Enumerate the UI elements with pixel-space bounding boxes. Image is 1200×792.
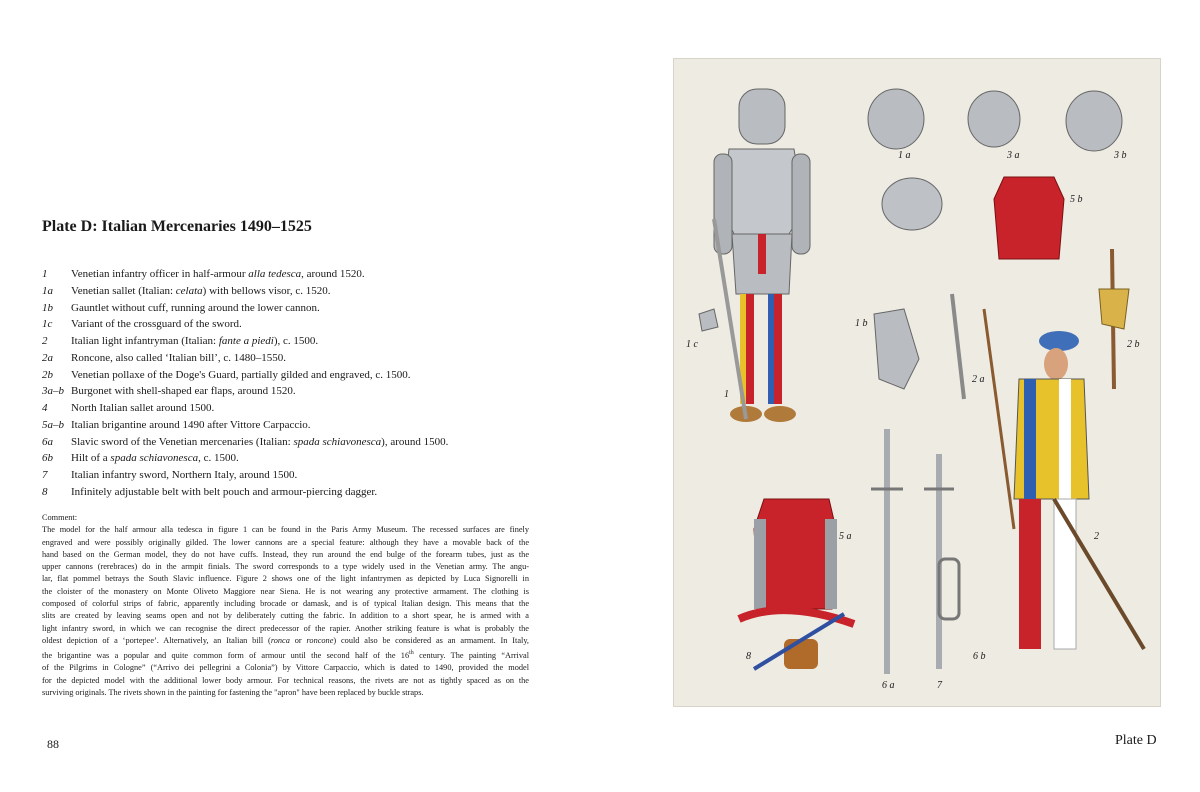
label-1a: 1 a (898, 150, 911, 161)
comment-text: th (409, 650, 414, 657)
legend-text (71, 484, 377, 501)
label-5a: 5 a (839, 531, 852, 542)
legend-text-part: Gauntlet without cuff, running around the lower cannon. (71, 301, 320, 314)
legend-item (42, 467, 448, 484)
label-1c: 1 c (686, 339, 698, 350)
legend-number: 6b (42, 452, 53, 465)
legend-item (42, 350, 448, 367)
legend-number: 4 (42, 402, 48, 414)
legend-text-part: Variant of the crossguard of the sword. (71, 318, 242, 331)
legend-text-part: North Italian sallet around 1500. (71, 402, 215, 414)
plate-illustration (673, 58, 1161, 707)
label-6b: 6 b (973, 651, 986, 662)
legend-text (71, 300, 320, 317)
legend-item (42, 434, 448, 451)
legend-text-part: Venetian sallet (Italian: (71, 284, 176, 297)
comment-line (42, 662, 529, 674)
legend-text-part: Venetian pollaxe of the Doge's Guard, partially gilded and engraved, c. 1500. (71, 368, 411, 381)
illustration-drawing (674, 59, 1160, 706)
comment-text: the brigantine was a popular and quite common form of armour until the second half of the 16 (42, 651, 410, 661)
comment-line (42, 623, 529, 635)
legend-number: 1c (42, 318, 53, 331)
comment-text: roncone (306, 635, 334, 645)
comment-text: slits are created by leaving seams open and not by deliberately cutting the fabric. In addition to a short spear, he is armed with a (42, 611, 529, 621)
legend-number: 7 (42, 469, 48, 481)
legend-number: 1a (42, 284, 53, 297)
comment-line (42, 586, 529, 598)
label-2a: 2 a (972, 374, 985, 385)
label-2b: 2 b (1127, 339, 1140, 350)
legend-item (42, 383, 448, 400)
comment-text: or (289, 635, 307, 645)
comment-line (42, 561, 529, 573)
legend-text (71, 383, 296, 400)
label-1: 1 (724, 389, 729, 400)
legend-text-part: Italian brigantine around 1490 after Vittore Carpaccio. (71, 418, 311, 431)
legend-item (42, 283, 448, 300)
legend-text-part: , around 1520. (301, 268, 365, 280)
legend-text (71, 400, 214, 417)
brigantine-5b (994, 177, 1064, 259)
legend-number: 1 (42, 268, 48, 280)
legend-text (71, 316, 242, 333)
label-2: 2 (1094, 531, 1099, 542)
brigantine-5a (754, 499, 837, 609)
legend-item (42, 300, 448, 317)
comment-text: surviving originals. The rivets shown in the painting for fastening the "apron" have been replaced by buckle straps. (42, 687, 424, 697)
comment-text: ) could also be considered as an armament. In Italy, (333, 635, 530, 645)
label-8: 8 (746, 651, 751, 662)
legend-text-part: Hilt of a (71, 452, 111, 465)
legend-text (71, 350, 286, 367)
legend-text-part: alla tedesca (248, 268, 302, 280)
legend-text-part: Roncone, also called ‘Italian bill’, c. 1480–1550. (71, 351, 287, 364)
legend-text-part: spada schiavonesca (293, 435, 382, 448)
armoured-officer-figure (714, 89, 810, 422)
comment-text: the cloister of the monastery on Monte Oliveto Maggiore near Siena. He is not wearing any protective armament. The clothing is (42, 586, 529, 596)
comment-heading: Comment: (42, 513, 78, 522)
legend-item (42, 484, 448, 501)
label-1b: 1 b (855, 318, 868, 329)
plate-name: Plate D (1115, 733, 1157, 748)
comment-text: century. The painting “Arrival (413, 651, 529, 661)
legend-text (71, 367, 411, 384)
comment-line (42, 610, 529, 622)
figure-legend-list (42, 266, 448, 501)
comment-line (42, 549, 529, 561)
legend-text (71, 283, 331, 300)
comment-text: of the Pilgrims in Cologne” (“Arrivo dei pellegrini a Colonia”) by Vittore Carpaccio, which is dated to 1490, provided the model (42, 663, 529, 673)
legend-text (71, 467, 297, 484)
legend-text-part: spada schiavonesca (110, 452, 199, 465)
legend-text-part: Burgonet with shell-shaped ear flaps, around 1520. (71, 385, 296, 398)
legend-number: 2b (42, 368, 53, 381)
comment-text: engraved and were possibly originally gilded. The lower cannons are a special feature: although they have a movable back of the (42, 537, 529, 547)
legend-text-part: celata (175, 284, 203, 297)
legend-number: 5a–b (42, 418, 64, 431)
plate-title: Plate D: Italian Mercenaries 1490–1525 (42, 218, 312, 235)
legend-text-part: ), around 1500. (381, 435, 449, 448)
legend-text (71, 417, 311, 434)
legend-item (42, 450, 448, 467)
legend-number: 3a–b (42, 385, 64, 398)
comment-line (42, 598, 529, 610)
comment-text: composed of colorful strips of fabric, apparently including brocade or damask, and is of typical Italian design. This means that the (42, 599, 529, 609)
legend-text-part: fante a piedi (218, 335, 274, 347)
legend-item (42, 266, 448, 283)
legend-text-part: ) with bellows visor, c. 1520. (202, 284, 331, 297)
legend-text (71, 333, 318, 350)
comment-line (42, 687, 529, 699)
comment-text: lar, flat pommel betrays the South Slavic influence. Figure 2 shows one of the light infantrymen as depicted by Luca Signorelli in (42, 574, 529, 584)
gauntlet-1b (874, 309, 919, 389)
legend-item (42, 316, 448, 333)
legend-item (42, 400, 448, 417)
legend-text-part: , c. 1500. (198, 452, 239, 465)
comment-line (42, 675, 529, 687)
label-3b: 3 b (1114, 150, 1127, 161)
legend-text (71, 434, 448, 451)
comment-text: The model for the half armour alla tedesca in figure 1 can be found in the Paris Army Museum. The recessed surfaces are finely (42, 525, 529, 535)
comment-text: upper cannons (rerebraces) do in the armpit finials. The sword corresponds to a type widely used in the Venetian army. The angu- (42, 562, 529, 572)
comment-body (42, 524, 529, 699)
comment-text: hand based on the German model, they do not have cuffs. Instead, they run around the end bulge of the forearm tubes, just as the (42, 549, 529, 559)
comment-line (42, 524, 529, 536)
legend-item (42, 333, 448, 350)
legend-item (42, 417, 448, 434)
comment-line (42, 537, 529, 549)
label-5b: 5 b (1070, 194, 1083, 205)
comment-text: for the depicted model with the additional lower body armour. For technical reasons, the rivets are not as tightly spaced as on the (42, 675, 529, 685)
legend-number: 6a (42, 435, 53, 448)
legend-text-part: Infinitely adjustable belt with belt pouch and armour-piercing dagger. (71, 485, 378, 498)
legend-text-part: Italian light infantryman (Italian: (71, 335, 219, 347)
comment-line (42, 573, 529, 585)
comment-line (42, 647, 529, 662)
comment-section (42, 512, 529, 699)
legend-number: 1b (42, 301, 53, 314)
legend-number: 2a (42, 351, 53, 364)
page-number: 88 (47, 737, 59, 751)
swords (871, 429, 959, 674)
label-3a: 3 a (1007, 150, 1020, 161)
infantryman-figure (984, 309, 1144, 649)
label-7: 7 (937, 680, 942, 691)
legend-text-part: Slavic sword of the Venetian mercenaries (Italian: (71, 435, 294, 448)
comment-text: oldest depiction of a ‘portepee’. Alternatively, an Italian bill ( (42, 635, 271, 645)
comment-text: light infantry sword, in which we can recognise the direct predecessor of the rapier. Another striking feature is what is probably the (42, 623, 529, 633)
belt-8 (739, 610, 854, 669)
crossguard-1c (699, 309, 718, 331)
legend-text (71, 266, 365, 283)
legend-text-part: Italian infantry sword, Northern Italy, around 1500. (71, 469, 298, 481)
legend-text (71, 450, 239, 467)
legend-text-part: ), c. 1500. (273, 335, 319, 347)
comment-line (42, 635, 529, 647)
legend-text-part: Venetian infantry officer in half-armour (71, 268, 249, 280)
legend-number: 8 (42, 485, 48, 498)
label-6a: 6 a (882, 680, 895, 691)
comment-text: ronca (270, 635, 290, 645)
legend-number: 2 (42, 335, 48, 347)
legend-item (42, 367, 448, 384)
